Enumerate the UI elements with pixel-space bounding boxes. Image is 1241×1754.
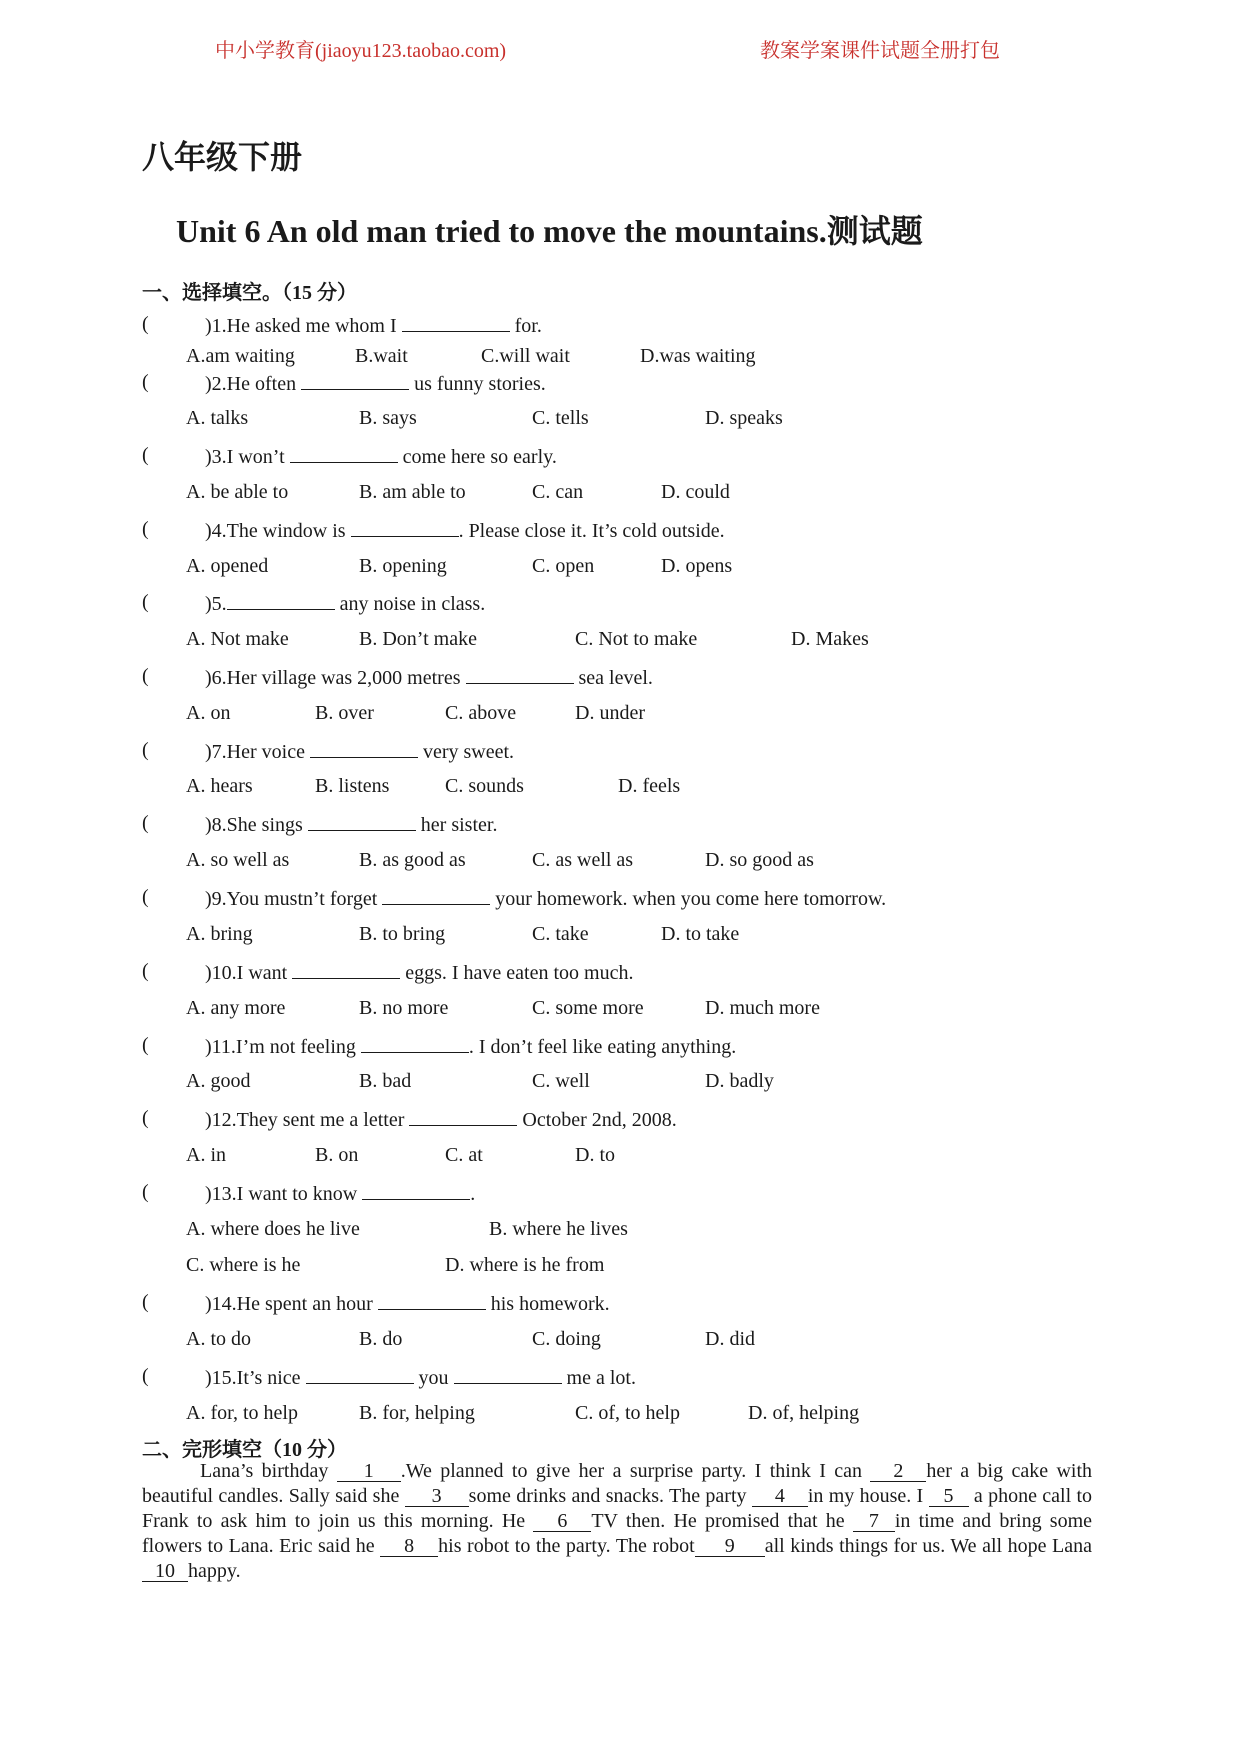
question-stem-before: Her voice — [226, 741, 310, 763]
passage-text: all kinds things for us. We all hope Lana — [764, 1535, 1092, 1557]
option-10-a: A. any more — [186, 997, 286, 1019]
answer-blank — [292, 960, 400, 979]
option-4-b: B. opening — [359, 555, 447, 577]
option-15-b: B. for, helping — [359, 1402, 475, 1424]
question-number: )15. — [205, 1367, 237, 1389]
answer-paren: ( — [142, 1107, 149, 1129]
question-number: )11. — [205, 1036, 236, 1058]
option-5-a: A. Not make — [186, 628, 289, 650]
passage-text: happy. — [188, 1560, 241, 1582]
option-3-d: D. could — [661, 481, 730, 503]
answer-paren: ( — [142, 812, 149, 834]
question-stem-before: It’s nice — [236, 1367, 306, 1389]
answer-paren: ( — [142, 1181, 149, 1203]
cloze-passage — [142, 1459, 1092, 1584]
question-stem-after: any noise in class. — [334, 593, 486, 615]
passage-text: a phone call to Frank to ask him to join us this morning. He — [142, 1485, 1093, 1532]
question-stem-before: He asked me whom I — [226, 315, 402, 337]
question-stem-after: . I don’t feel like eating anything. — [468, 1036, 737, 1058]
question-stem-before: They sent me a letter — [236, 1109, 410, 1131]
answer-blank — [308, 812, 416, 831]
answer-blank — [409, 1107, 517, 1126]
option-1-d: D.was waiting — [640, 345, 756, 367]
option-2-c: C. tells — [532, 407, 589, 429]
question-stem-after: your homework. when you come here tomorrow. — [490, 888, 887, 910]
question-stem-before: He spent an hour — [236, 1293, 378, 1315]
question-stem-after: eggs. I have eaten too much. — [400, 962, 634, 984]
option-10-d: D. much more — [705, 997, 820, 1019]
answer-blank — [362, 1181, 470, 1200]
question-text — [205, 518, 725, 543]
answer-blank — [301, 371, 409, 390]
answer-blank — [290, 444, 398, 463]
question-number: )10. — [205, 962, 237, 984]
passage-text: .We planned to give her a surprise party. I think I can — [400, 1460, 871, 1482]
option-12-d: D. to — [575, 1144, 615, 1166]
option-6-a: A. on — [186, 702, 231, 724]
option-10-c: C. some more — [532, 997, 644, 1019]
answer-paren: ( — [142, 518, 149, 540]
page-title: Unit 6 An old man tried to move the mountains.测试题 — [176, 213, 923, 249]
passage-text: Lana’s birthday — [200, 1460, 337, 1482]
question-stem-after: her sister. — [415, 814, 498, 836]
answer-paren: ( — [142, 444, 149, 466]
question-stem-after: October 2nd, 2008. — [517, 1109, 677, 1131]
question-text — [205, 444, 557, 469]
cloze-blank-1: 1 — [337, 1461, 401, 1482]
cloze-blank-8: 8 — [380, 1536, 438, 1557]
question-stem-after: . Please close it. It’s cold outside. — [458, 520, 725, 542]
passage-text: in time and bring some flowers to Lana. Eric said he — [142, 1510, 1092, 1557]
question-text — [205, 739, 514, 764]
grade-title: 八年级下册 — [142, 139, 303, 175]
option-15-a: A. for, to help — [186, 1402, 298, 1424]
question-stem-after: me a lot. — [561, 1367, 636, 1389]
question-number: )1. — [205, 315, 227, 337]
option-1-b: B.wait — [355, 345, 408, 367]
question-number: )2. — [205, 373, 227, 395]
option-3-a: A. be able to — [186, 481, 289, 503]
question-text — [205, 886, 886, 911]
question-text — [205, 1034, 736, 1059]
question-stem-before: You mustn’t forget — [226, 888, 383, 910]
option-4-d: D. opens — [661, 555, 733, 577]
question-text — [205, 665, 653, 690]
header-left-text: 中小学教育(jiaoyu123.taobao.com) — [215, 40, 507, 62]
option-12-a: A. in — [186, 1144, 226, 1166]
cloze-blank-6: 6 — [533, 1511, 591, 1532]
question-number: )5. — [205, 593, 227, 615]
question-stem-before: I want to know — [236, 1183, 363, 1205]
section1-heading: 一、选择填空。（15 分） — [142, 282, 357, 304]
option-14-d: D. did — [705, 1328, 755, 1350]
option-13-a: A. where does he live — [186, 1218, 360, 1240]
option-10-b: B. no more — [359, 997, 449, 1019]
option-11-d: D. badly — [705, 1070, 774, 1092]
cloze-blank-2: 2 — [870, 1461, 926, 1482]
cloze-blank-10: 10 — [142, 1561, 188, 1582]
question-number: )13. — [205, 1183, 237, 1205]
question-stem-after: very sweet. — [417, 741, 515, 763]
question-stem-before: The window is — [226, 520, 351, 542]
option-4-a: A. opened — [186, 555, 269, 577]
option-7-b: B. listens — [315, 775, 390, 797]
question-text — [205, 591, 485, 616]
question-text — [205, 371, 546, 396]
answer-paren: ( — [142, 1034, 149, 1056]
option-9-b: B. to bring — [359, 923, 446, 945]
cloze-blank-4: 4 — [752, 1486, 808, 1507]
option-7-a: A. hears — [186, 775, 253, 797]
question-stem-before: I want — [236, 962, 293, 984]
answer-blank — [402, 313, 510, 332]
option-9-c: C. take — [532, 923, 589, 945]
question-number: )14. — [205, 1293, 237, 1315]
option-14-b: B. do — [359, 1328, 403, 1350]
cloze-blank-5: 5 — [929, 1486, 969, 1507]
question-number: )6. — [205, 667, 227, 689]
question-stem-before: I’m not feeling — [235, 1036, 361, 1058]
answer-blank — [306, 1365, 414, 1384]
question-text — [205, 1291, 610, 1316]
option-3-c: C. can — [532, 481, 584, 503]
option-2-a: A. talks — [186, 407, 249, 429]
question-text — [205, 313, 542, 338]
option-15-c: C. of, to help — [575, 1402, 680, 1424]
option-9-a: A. bring — [186, 923, 253, 945]
answer-blank — [361, 1034, 469, 1053]
cloze-blank-7: 7 — [853, 1511, 895, 1532]
question-stem-after: sea level. — [573, 667, 653, 689]
option-11-a: A. good — [186, 1070, 251, 1092]
question-number: )9. — [205, 888, 227, 910]
option-7-c: C. sounds — [445, 775, 524, 797]
answer-paren: ( — [142, 1365, 149, 1387]
option-14-a: A. to do — [186, 1328, 251, 1350]
question-text — [205, 1365, 636, 1390]
option-11-c: C. well — [532, 1070, 590, 1092]
option-5-d: D. Makes — [791, 628, 869, 650]
question-text — [205, 960, 633, 985]
passage-text: some drinks and snacks. The party — [468, 1485, 752, 1507]
option-8-b: B. as good as — [359, 849, 466, 871]
answer-blank — [466, 665, 574, 684]
answer-paren: ( — [142, 886, 149, 908]
passage-text: his robot to the party. The robot — [438, 1535, 695, 1557]
question-number: )3. — [205, 446, 227, 468]
passage-text: in my house. I — [807, 1485, 929, 1507]
option-5-b: B. Don’t make — [359, 628, 477, 650]
passage-text: TV then. He promised that he — [591, 1510, 853, 1532]
answer-paren: ( — [142, 665, 149, 687]
answer-blank — [310, 739, 418, 758]
header-right-text: 教案学案课件试题全册打包 — [760, 40, 1000, 62]
question-number: )7. — [205, 741, 227, 763]
option-2-b: B. says — [359, 407, 417, 429]
question-stem-before: I won’t — [226, 446, 290, 468]
question-stem-middle: you — [413, 1367, 454, 1389]
cloze-blank-3: 3 — [405, 1486, 469, 1507]
option-6-b: B. over — [315, 702, 374, 724]
option-3-b: B. am able to — [359, 481, 466, 503]
question-number: )12. — [205, 1109, 237, 1131]
answer-blank — [382, 886, 490, 905]
answer-blank — [378, 1291, 486, 1310]
answer-blank — [227, 591, 335, 610]
option-1-c: C.will wait — [481, 345, 570, 367]
answer-blank — [351, 518, 459, 537]
option-14-c: C. doing — [532, 1328, 601, 1350]
answer-paren: ( — [142, 591, 149, 613]
answer-paren: ( — [142, 960, 149, 982]
option-8-a: A. so well as — [186, 849, 290, 871]
question-stem-before: He often — [226, 373, 302, 395]
question-stem-after: for. — [509, 315, 542, 337]
question-stem-after: come here so early. — [397, 446, 557, 468]
cloze-blank-9: 9 — [695, 1536, 765, 1557]
question-text — [205, 1181, 475, 1206]
option-13-d: D. where is he from — [445, 1254, 605, 1276]
option-2-d: D. speaks — [705, 407, 783, 429]
question-number: )4. — [205, 520, 227, 542]
answer-paren: ( — [142, 313, 149, 335]
question-stem-after: . — [470, 1183, 476, 1205]
question-stem-before: Her village was 2,000 metres — [226, 667, 466, 689]
answer-paren: ( — [142, 739, 149, 761]
option-4-c: C. open — [532, 555, 595, 577]
option-6-c: C. above — [445, 702, 517, 724]
option-7-d: D. feels — [618, 775, 681, 797]
option-6-d: D. under — [575, 702, 645, 724]
option-8-c: C. as well as — [532, 849, 634, 871]
option-12-b: B. on — [315, 1144, 359, 1166]
option-12-c: C. at — [445, 1144, 483, 1166]
question-text — [205, 1107, 677, 1132]
option-8-d: D. so good as — [705, 849, 814, 871]
question-stem-before: She sings — [226, 814, 308, 836]
option-9-d: D. to take — [661, 923, 740, 945]
answer-paren: ( — [142, 371, 149, 393]
option-5-c: C. Not to make — [575, 628, 698, 650]
question-stem-after: us funny stories. — [409, 373, 546, 395]
option-15-d: D. of, helping — [748, 1402, 860, 1424]
answer-blank — [454, 1365, 562, 1384]
answer-paren: ( — [142, 1291, 149, 1313]
option-13-c: C. where is he — [186, 1254, 301, 1276]
question-stem-after: his homework. — [485, 1293, 610, 1315]
option-11-b: B. bad — [359, 1070, 412, 1092]
section2-heading: 二、完形填空（10 分） — [142, 1439, 347, 1461]
question-text — [205, 812, 497, 837]
option-1-a: A.am waiting — [186, 345, 295, 367]
option-13-b: B. where he lives — [489, 1218, 628, 1240]
passage-text: her a big cake with beautiful candles. Sally said she — [142, 1460, 1093, 1507]
question-number: )8. — [205, 814, 227, 836]
